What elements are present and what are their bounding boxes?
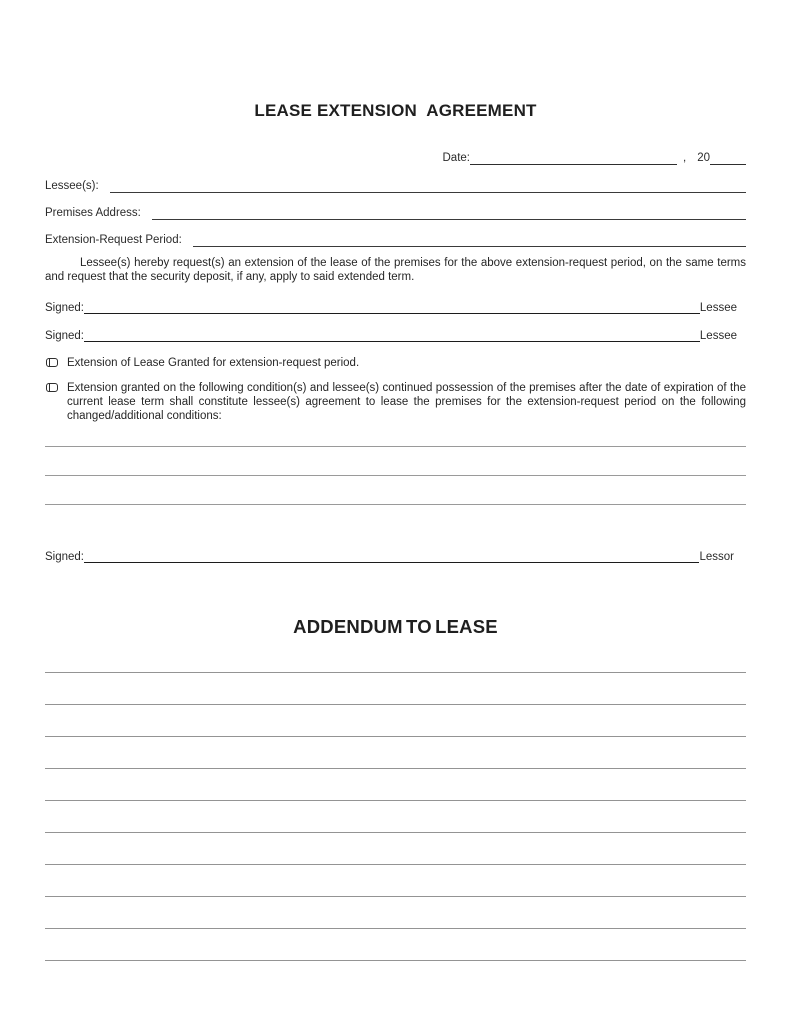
checkbox-item-extension-granted bbox=[45, 356, 746, 370]
lessee-role-label: Lessee bbox=[699, 302, 737, 314]
lessee-signature-line[interactable] bbox=[84, 330, 700, 342]
date-input-line[interactable] bbox=[470, 152, 677, 165]
date-comma: , bbox=[683, 152, 687, 164]
conditions-blank-line[interactable] bbox=[45, 475, 746, 476]
addendum-blank-line[interactable] bbox=[45, 928, 746, 929]
checkbox-item-extension-conditions bbox=[45, 381, 746, 423]
date-row bbox=[45, 148, 746, 165]
addendum-blank-line[interactable] bbox=[45, 832, 746, 833]
lessees-input-line[interactable] bbox=[110, 180, 746, 193]
conditions-blank-line[interactable] bbox=[45, 446, 746, 447]
addendum-blank-line[interactable] bbox=[45, 704, 746, 705]
signature-row-lessor bbox=[45, 549, 746, 563]
year-prefix: 20 bbox=[697, 152, 710, 164]
field-row-premises-address bbox=[45, 203, 746, 220]
extension-request-period-input-line[interactable] bbox=[193, 234, 746, 247]
form-title: LEASE EXTENSION AGREEMENT bbox=[254, 101, 537, 120]
addendum-blank-line[interactable] bbox=[45, 896, 746, 897]
lessee-signature-line[interactable] bbox=[84, 302, 700, 314]
addendum-blank-line[interactable] bbox=[45, 800, 746, 801]
field-row-lessees bbox=[45, 176, 746, 193]
field-row-extension-request-period bbox=[45, 230, 746, 247]
signature-row-lessee-1 bbox=[45, 300, 746, 314]
lessor-role-label: Lessor bbox=[699, 551, 734, 563]
request-paragraph: Lessee(s) hereby request(s) an extension of the lease of the premises for the above extension-request period, on the same terms and request that the security deposit, if any, apply to said extended term. bbox=[45, 257, 746, 283]
addendum-blank-line[interactable] bbox=[45, 672, 746, 673]
lessees-label: Lessee(s): bbox=[45, 180, 99, 192]
checkbox-icon[interactable] bbox=[46, 383, 58, 392]
signed-label: Signed: bbox=[45, 330, 85, 342]
addendum-title: ADDENDUM TO LEASE bbox=[293, 616, 498, 637]
signed-label: Signed: bbox=[45, 551, 85, 563]
premises-address-input-line[interactable] bbox=[152, 207, 746, 220]
addendum-blank-line[interactable] bbox=[45, 864, 746, 865]
checkbox-icon[interactable] bbox=[46, 358, 58, 367]
checkbox-label: Extension of Lease Granted for extension-request period. bbox=[67, 357, 360, 369]
signed-label: Signed: bbox=[45, 302, 85, 314]
addendum-blank-line[interactable] bbox=[45, 768, 746, 769]
addendum-blank-line[interactable] bbox=[45, 736, 746, 737]
date-label: Date: bbox=[442, 152, 470, 164]
lease-extension-form bbox=[45, 0, 746, 961]
extension-request-period-label: Extension-Request Period: bbox=[45, 234, 182, 246]
lessee-role-label: Lessee bbox=[699, 330, 737, 342]
signature-row-lessee-2 bbox=[45, 328, 746, 342]
checkbox-label: Extension granted on the following condition(s) and lessee(s) continued possession of the premises after the date of expiration of the current lease term shall constitute lessee(s) agreement to lease the premises for the extension-request period on the following changed/additional conditions: bbox=[67, 382, 746, 422]
lessor-signature-line[interactable] bbox=[84, 551, 699, 563]
conditions-blank-line[interactable] bbox=[45, 504, 746, 505]
addendum-blank-line[interactable] bbox=[45, 960, 746, 961]
premises-address-label: Premises Address: bbox=[45, 207, 141, 219]
year-input-line[interactable] bbox=[710, 152, 746, 165]
